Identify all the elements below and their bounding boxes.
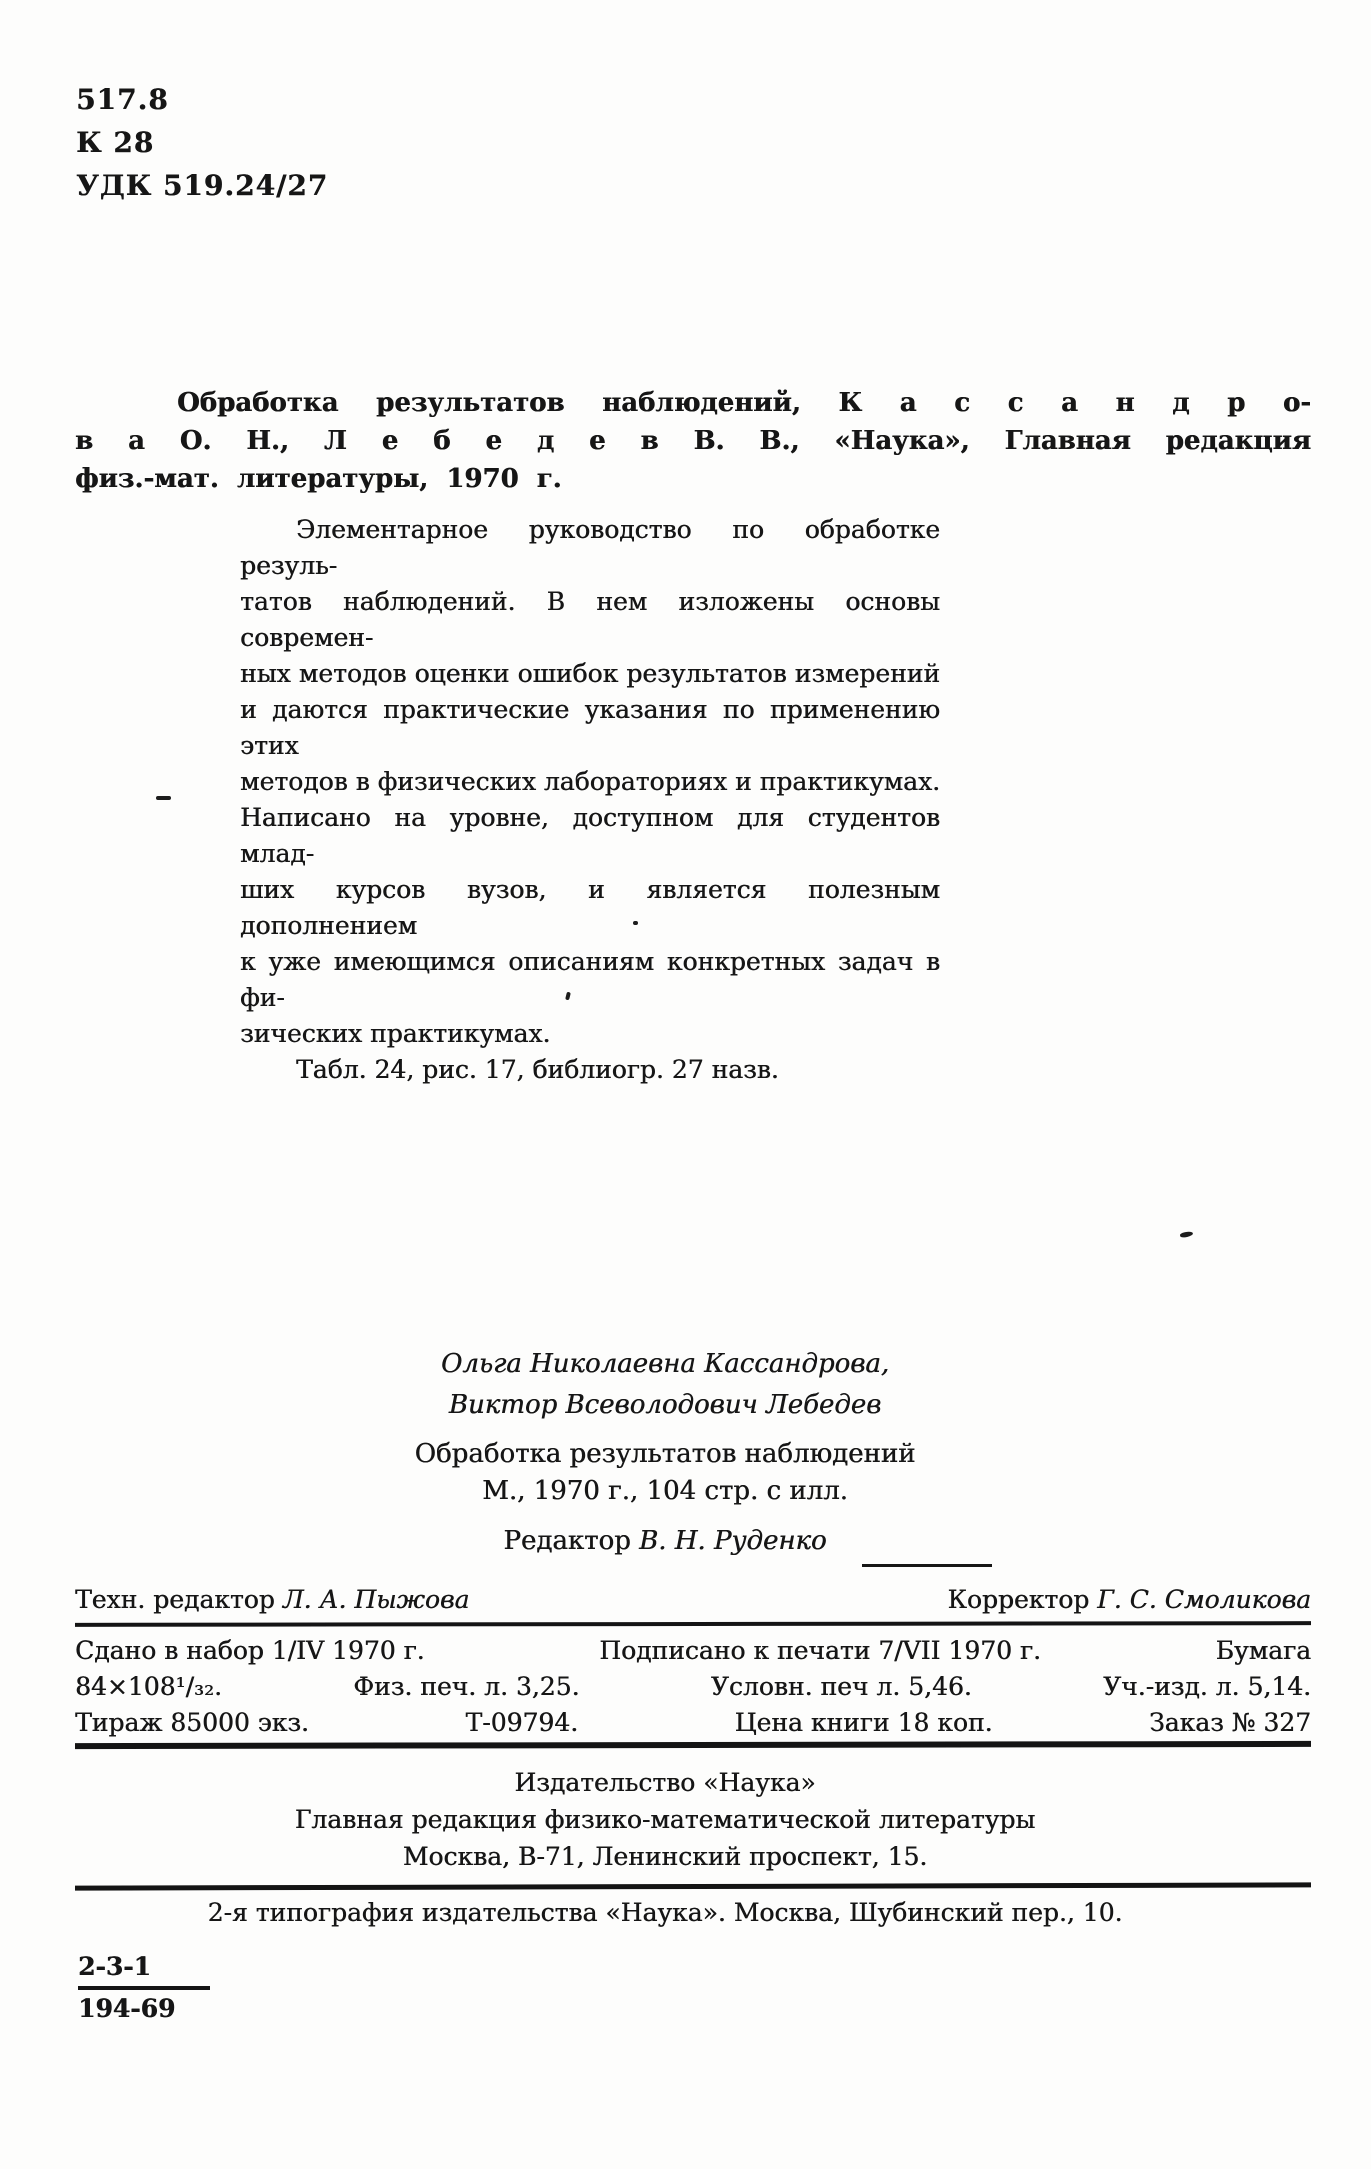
annotation-line: татов наблюдений. В нем изложены основы современ- [240, 587, 940, 652]
tech-editor [75, 1585, 469, 1614]
print-info-item: Т-09794. [465, 1708, 579, 1737]
print-info-item: Цена книги 18 коп. [734, 1708, 993, 1737]
divider-rule [75, 1882, 1311, 1890]
print-info-item: 84×108¹/₃₂. [75, 1672, 222, 1701]
annotation-line: ных методов оценки ошибок результатов измерений [240, 659, 940, 688]
print-info-item: Заказ № 327 [1149, 1708, 1311, 1737]
print-info-item: Сдано в набор 1/IV 1970 г. [75, 1636, 425, 1665]
annotation-line: и даются практические указания по применению этих [240, 695, 940, 760]
imprint-line: М., 1970 г., 104 стр. с илл. [482, 1476, 848, 1506]
ink-artifact [633, 921, 638, 925]
book-title: Обработка результатов наблюдений [414, 1439, 916, 1469]
print-info-item: Уч.-изд. л. 5,14. [1103, 1672, 1311, 1701]
print-info-item: Бумага [1215, 1636, 1311, 1665]
ink-artifact [156, 796, 171, 800]
corrector-label: Корректор [947, 1585, 1090, 1614]
print-info-item: Тираж 85000 экз. [75, 1708, 309, 1737]
author-name: Виктор Всеволодович Лебедев [448, 1390, 882, 1420]
annotation-line: ших курсов вузов, и является полезным дополнением [240, 875, 940, 940]
publisher-name: Издательство «Наука» [514, 1768, 816, 1797]
editor-line [75, 1526, 1255, 1556]
order-code-top: 2-3-1 [78, 1952, 151, 1981]
library-code: 517.8 [76, 83, 169, 116]
title-block [75, 1436, 1255, 1510]
corrector [947, 1585, 1311, 1614]
author-name: Ольга Николаевна Кассандрова, [440, 1349, 890, 1379]
print-info-row [75, 1672, 1311, 1701]
corrector-name: Г. С. Смоликова [1097, 1585, 1311, 1614]
fraction-bar [78, 1986, 210, 1990]
print-info-row [75, 1636, 1311, 1665]
order-code-bottom: 194-69 [78, 1994, 176, 2023]
authors-block [75, 1344, 1255, 1426]
print-info-row [75, 1708, 1311, 1737]
print-info-item: Подписано к печати 7/VII 1970 г. [599, 1636, 1041, 1665]
printing-house-line: 2-я типография издательства «Наука». Москва, Шубинский пер., 10. [207, 1898, 1123, 1927]
publisher-block [75, 1764, 1255, 1875]
staff-row [75, 1585, 1311, 1614]
tech-editor-name: Л. А. Пыжова [282, 1585, 470, 1614]
annotation-stats-line: Табл. 24, рис. 17, библиогр. 27 назв. [296, 1055, 779, 1084]
bibliographic-entry-line: Обработка результатов наблюдений, К а с с а н д р о- [177, 388, 1311, 418]
divider-rule [75, 1621, 1311, 1627]
divider-rule-thick [75, 1741, 1311, 1749]
udc-code: УДК 519.24/27 [76, 169, 329, 202]
annotation-line: методов в физических лабораториях и практикумах. [240, 767, 940, 796]
publisher-division: Главная редакция физико-математической литературы [294, 1805, 1036, 1834]
annotation-line: Элементарное руководство по обработке резуль- [240, 515, 940, 580]
publisher-address: Москва, В-71, Ленинский проспект, 15. [402, 1842, 928, 1871]
bibliographic-entry-line: в а О. Н., Л е б е д е в В. В., «Наука», Главная редакция [75, 426, 1311, 456]
ink-artifact [1180, 1231, 1194, 1239]
annotation-line: зических практикумах. [240, 1019, 551, 1048]
print-info-item: Условн. печ л. 5,46. [710, 1672, 972, 1701]
print-info-item: Физ. печ. л. 3,25. [353, 1672, 580, 1701]
bibliographic-entry-line: физ.-мат. литературы, 1970 г. [75, 464, 562, 494]
bibliographic-entry [75, 384, 1311, 498]
classification-codes [76, 78, 328, 207]
short-divider-rule [862, 1564, 992, 1567]
annotation-line: Написано на уровне, доступном для студентов млад- [240, 803, 940, 868]
order-code-fraction [78, 1952, 210, 2024]
editor-label: Редактор [503, 1526, 631, 1556]
annotation-line: к уже имеющимся описаниям конкретных задач в фи- [240, 947, 940, 1012]
annotation-paragraph [240, 512, 940, 1088]
author-sign-code: К 28 [76, 126, 155, 159]
editor-name: В. Н. Руденко [639, 1526, 827, 1556]
tech-editor-label: Техн. редактор [75, 1585, 275, 1614]
